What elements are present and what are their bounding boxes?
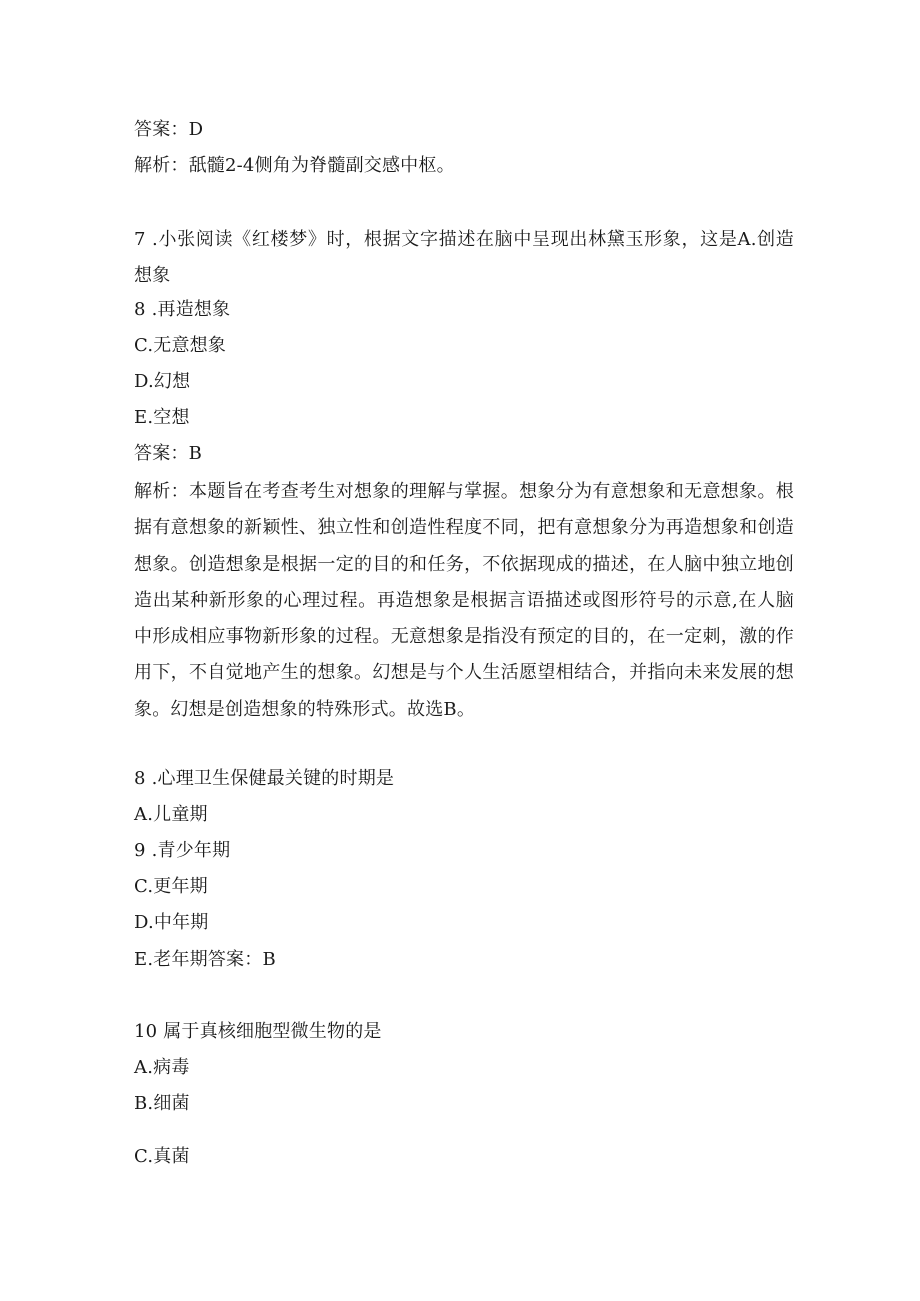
q7-stem: 7 .小张阅读《红楼梦》时，根据文字描述在脑中呈现出林黛玉形象，这是A.创造想象 [134, 229, 794, 287]
q7-answer: 答案：B [134, 443, 203, 464]
q8-option-a: A.儿童期 [134, 804, 208, 825]
q6-analysis: 解析：舐髓2-4侧角为脊髓副交感中枢。 [134, 155, 455, 176]
q8-option-c: C.更年期 [134, 876, 208, 897]
q8-option-b: 9 .青少年期 [134, 840, 231, 861]
q8-stem: 8 .心理卫生保健最关键的时期是 [134, 768, 395, 789]
q8-option-e-answer: E.老年期答案：B [134, 949, 276, 970]
q10-option-a: A.病毒 [134, 1057, 190, 1078]
q6-answer: 答案：D [134, 119, 204, 140]
q7-option-d: D.幻想 [134, 371, 191, 392]
q8-option-d: D.中年期 [134, 912, 209, 933]
q7-option-b: 8 .再造想象 [134, 299, 231, 320]
q10-option-b: B.细菌 [134, 1093, 190, 1114]
q10-option-c: C.真菌 [134, 1146, 190, 1167]
q7-analysis: 解析：本题旨在考查考生对想象的理解与掌握。想象分为有意想象和无意想象。根据有意想象的新颖性、独立性和创造性程度不同，把有意想象分为再造想象和创造想象。创造想象是根据一定的目的和任务，不依据现成的描述，在人脑中独立地创造出某种新形象的心理过程。再造想象是根据言语描述或图形符号的示意,在人脑中形成相应事物新形象的过程。无意想象是指没有预定的目的，在一定刺，激的作用下，不自觉地产生的想象。幻想是与个人生活愿望相结合，并指向未来发展的想象。幻想是创造想象的特殊形式。故选B。 [134, 481, 794, 720]
q7-option-c: C.无意想象 [134, 335, 227, 356]
q7-option-e: E.空想 [134, 407, 190, 428]
q10-stem: 10 属于真核细胞型微生物的是 [134, 1021, 382, 1042]
